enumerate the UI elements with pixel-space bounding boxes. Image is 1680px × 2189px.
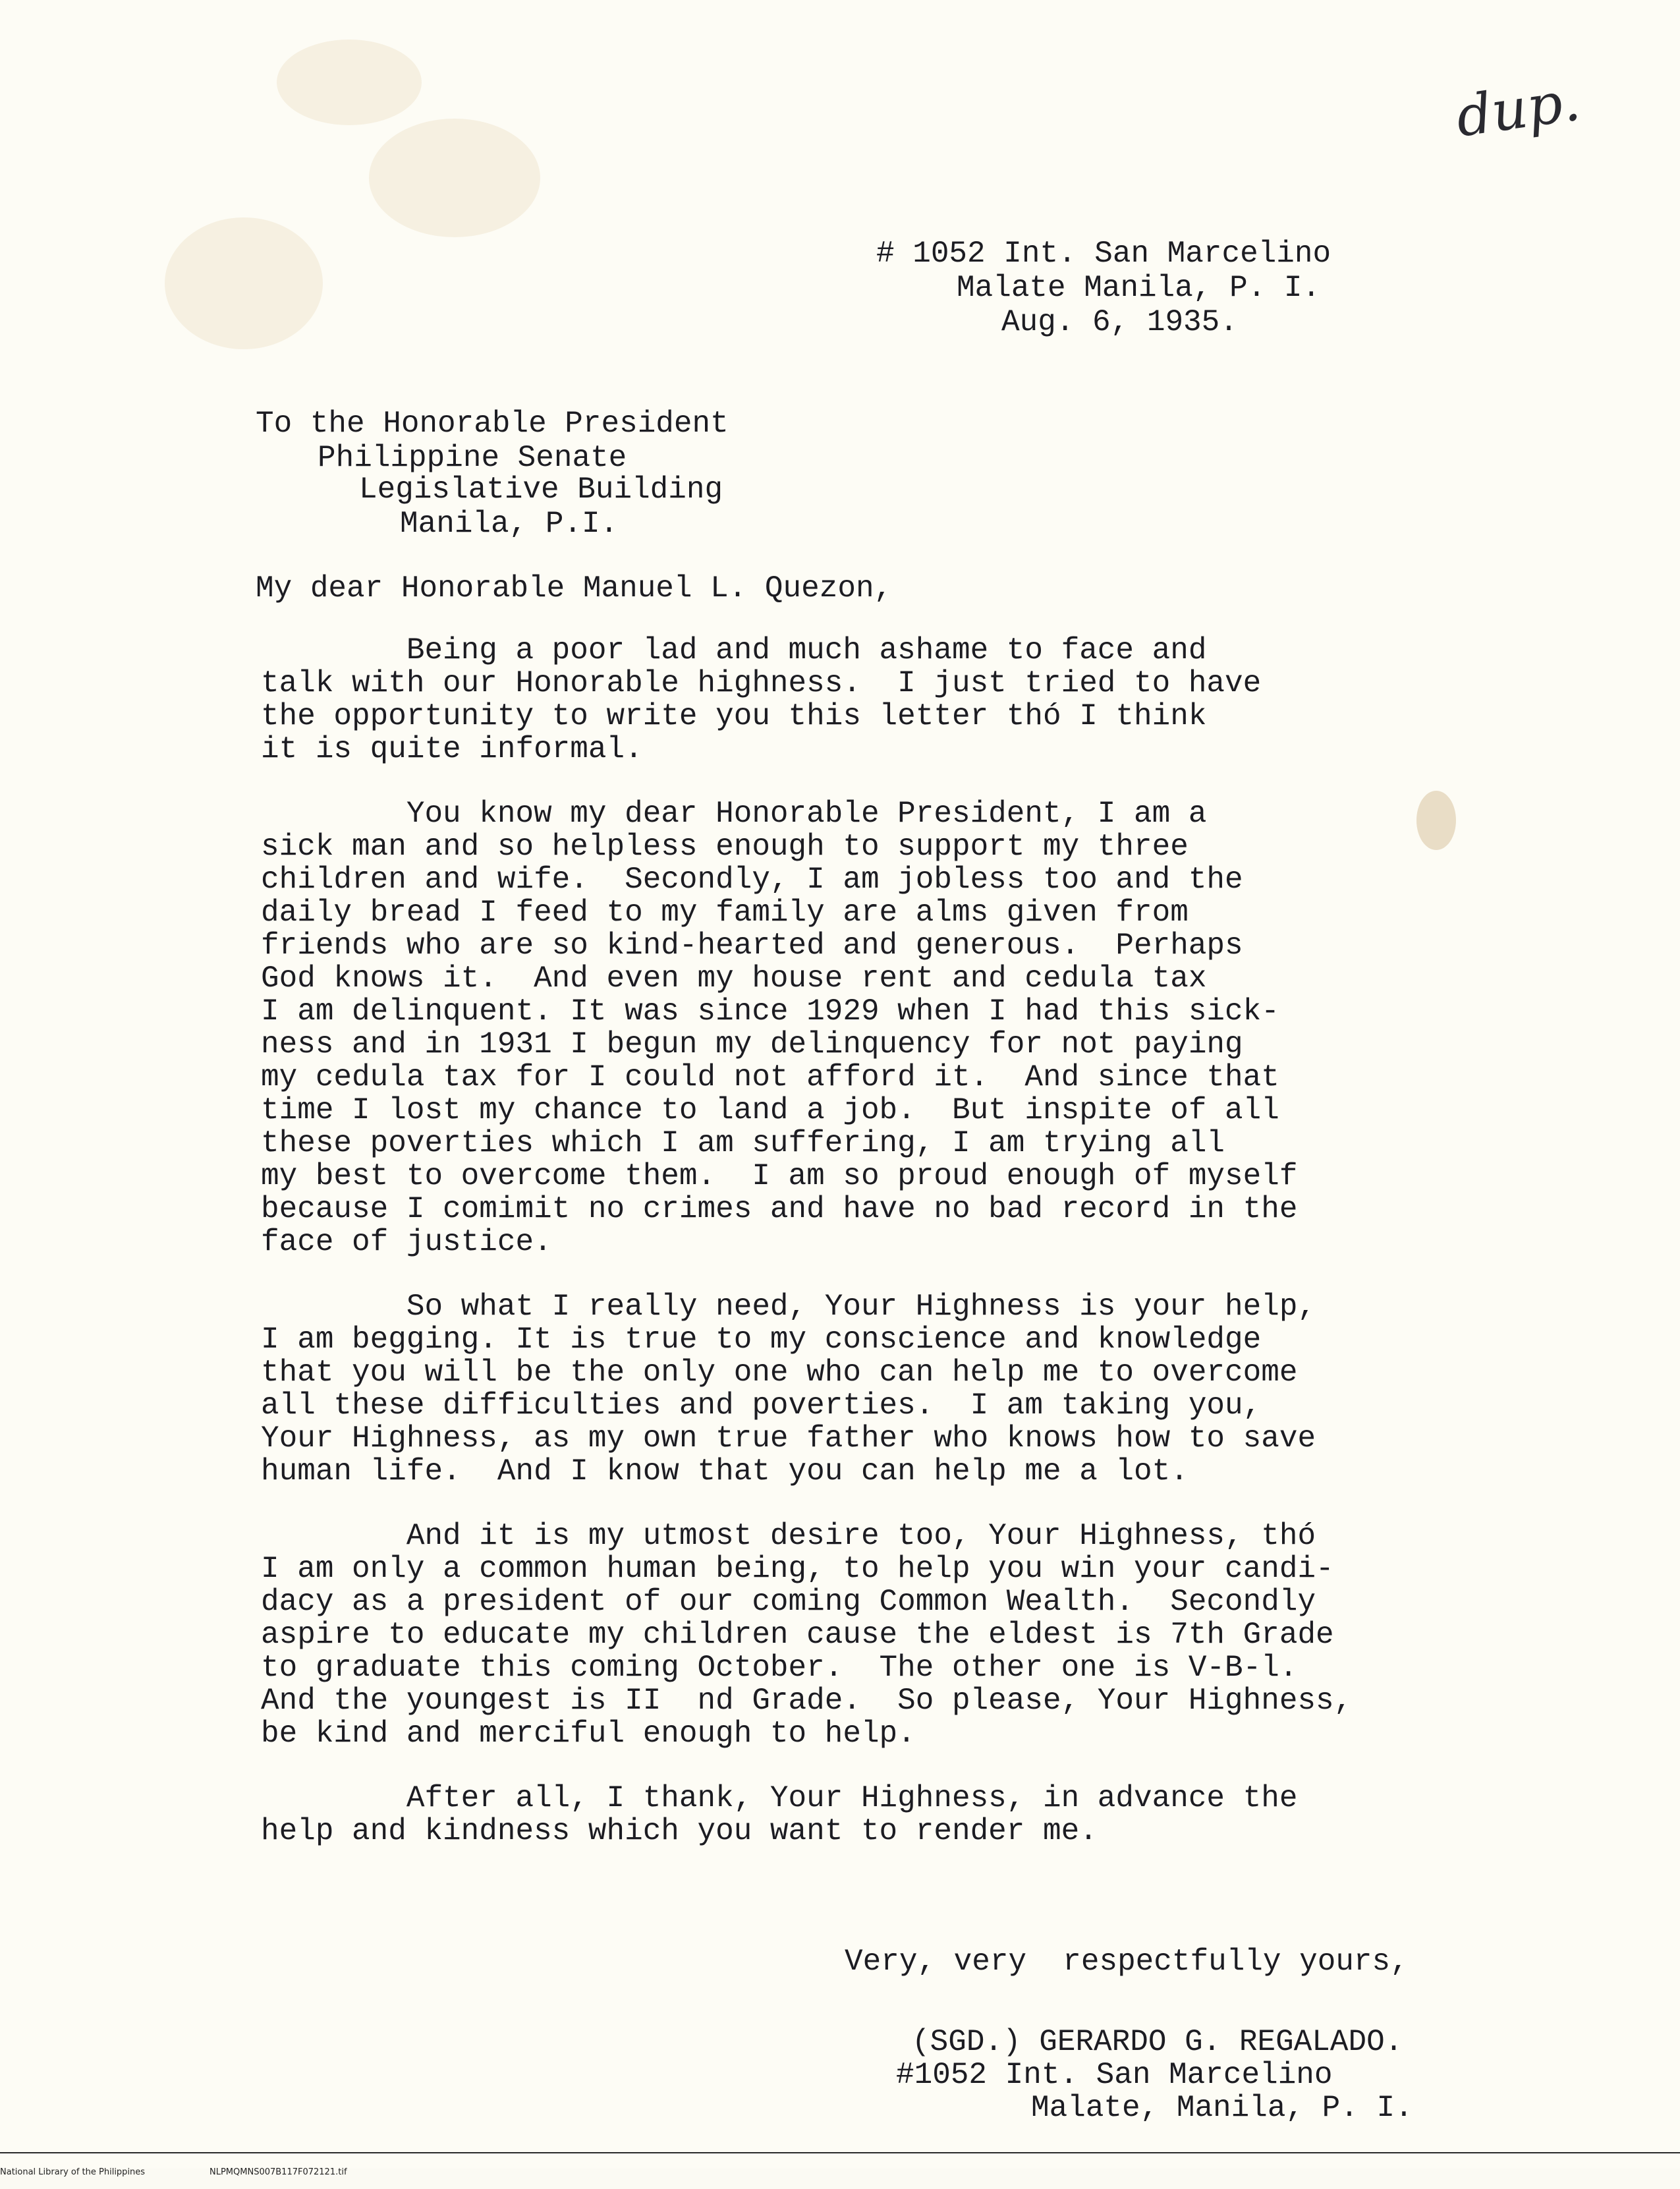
paragraph-2-line: daily bread I feed to my family are alms given from xyxy=(261,896,1189,930)
paragraph-2-line: You know my dear Honorable President, I am a xyxy=(261,797,1207,831)
sender-address-line1: # 1052 Int. San Marcelino xyxy=(876,237,1331,271)
paragraph-1-line: talk with our Honorable highness. I just tried to have xyxy=(261,666,1262,700)
paper-stain xyxy=(277,40,422,125)
paragraph-3-line: human life. And I know that you can help me a lot. xyxy=(261,1454,1189,1489)
paragraph-5-line: help and kindness which you want to render me. xyxy=(261,1814,1098,1848)
paragraph-2-line: friends who are so kind-hearted and generous. Perhaps xyxy=(261,928,1243,963)
paragraph-2-line: face of justice. xyxy=(261,1225,552,1259)
footer-file-id: NLPMQMNS007B117F072121.tif xyxy=(210,2167,347,2177)
signature-name: (SGD.) GERARDO G. REGALADO. xyxy=(912,2025,1403,2059)
paper-stain xyxy=(165,217,323,349)
salutation: My dear Honorable Manuel L. Quezon, xyxy=(256,571,893,606)
signature-address-line2: Malate, Manila, P. I. xyxy=(1031,2091,1413,2125)
paragraph-3-line: So what I really need, Your Highness is your help, xyxy=(261,1290,1316,1324)
footer-rule xyxy=(0,2152,1680,2153)
paragraph-2-line: children and wife. Secondly, I am jobless too and the xyxy=(261,863,1243,897)
paragraph-4-line: be kind and merciful enough to help. xyxy=(261,1717,916,1751)
paper-stain xyxy=(1416,791,1456,850)
paragraph-2-line: time I lost my chance to land a job. But inspite of all xyxy=(261,1093,1279,1127)
paragraph-2-line: God knows it. And even my house rent and cedula tax xyxy=(261,961,1207,996)
paragraph-1-line: Being a poor lad and much ashame to face and xyxy=(261,633,1207,668)
paragraph-4-line: dacy as a president of our coming Common Wealth. Secondly xyxy=(261,1585,1316,1619)
paragraph-2-line: because I comimit no crimes and have no bad record in the xyxy=(261,1192,1298,1226)
handwritten-annotation: dup. xyxy=(1452,68,1584,150)
recipient-line1: To the Honorable President xyxy=(256,407,729,441)
paragraph-3-line: all these difficulties and poverties. I am taking you, xyxy=(261,1388,1262,1423)
sender-address-line2: Malate Manila, P. I. xyxy=(957,271,1321,305)
paragraph-2-line: these poverties which I am suffering, I am trying all xyxy=(261,1126,1225,1160)
paragraph-1-line: it is quite informal. xyxy=(261,732,643,766)
closing: Very, very respectfully yours, xyxy=(845,1945,1409,1979)
paragraph-3-line: that you will be the only one who can help me to overcome xyxy=(261,1355,1298,1390)
paragraph-2-line: my cedula tax for I could not afford it. And since that xyxy=(261,1060,1279,1094)
recipient-line3: Legislative Building xyxy=(359,472,723,507)
paragraph-4-line: aspire to educate my children cause the eldest is 7th Grade xyxy=(261,1618,1334,1652)
signature-address-line1: #1052 Int. San Marcelino xyxy=(896,2058,1333,2092)
paragraph-4-line: I am only a common human being, to help you win your candi- xyxy=(261,1552,1334,1586)
paragraph-4-line: And the youngest is II nd Grade. So please, Your Highness, xyxy=(261,1684,1353,1718)
paragraph-2-line: sick man and so helpless enough to support my three xyxy=(261,830,1189,864)
paragraph-4-line: And it is my utmost desire too, Your Highness, thó xyxy=(261,1519,1316,1553)
recipient-line4: Manila, P.I. xyxy=(400,507,619,541)
paragraph-2-line: ness and in 1931 I begun my delinquency for not paying xyxy=(261,1027,1243,1062)
paragraph-5-line: After all, I thank, Your Highness, in advance the xyxy=(261,1781,1298,1815)
paragraph-4-line: to graduate this coming October. The other one is V-B-l. xyxy=(261,1651,1298,1685)
paragraph-2-line: I am delinquent. It was since 1929 when I had this sick- xyxy=(261,994,1279,1029)
paragraph-3-line: Your Highness, as my own true father who knows how to save xyxy=(261,1421,1316,1456)
paragraph-2-line: my best to overcome them. I am so proud enough of myself xyxy=(261,1159,1298,1193)
letter-date: Aug. 6, 1935. xyxy=(1001,305,1238,339)
paragraph-1-line: the opportunity to write you this letter thó I think xyxy=(261,699,1207,733)
footer-source: National Library of the Philippines xyxy=(0,2167,146,2177)
paper-stain xyxy=(369,119,540,237)
paragraph-3-line: I am begging. It is true to my conscience and knowledge xyxy=(261,1322,1262,1357)
recipient-line2: Philippine Senate xyxy=(318,441,627,475)
